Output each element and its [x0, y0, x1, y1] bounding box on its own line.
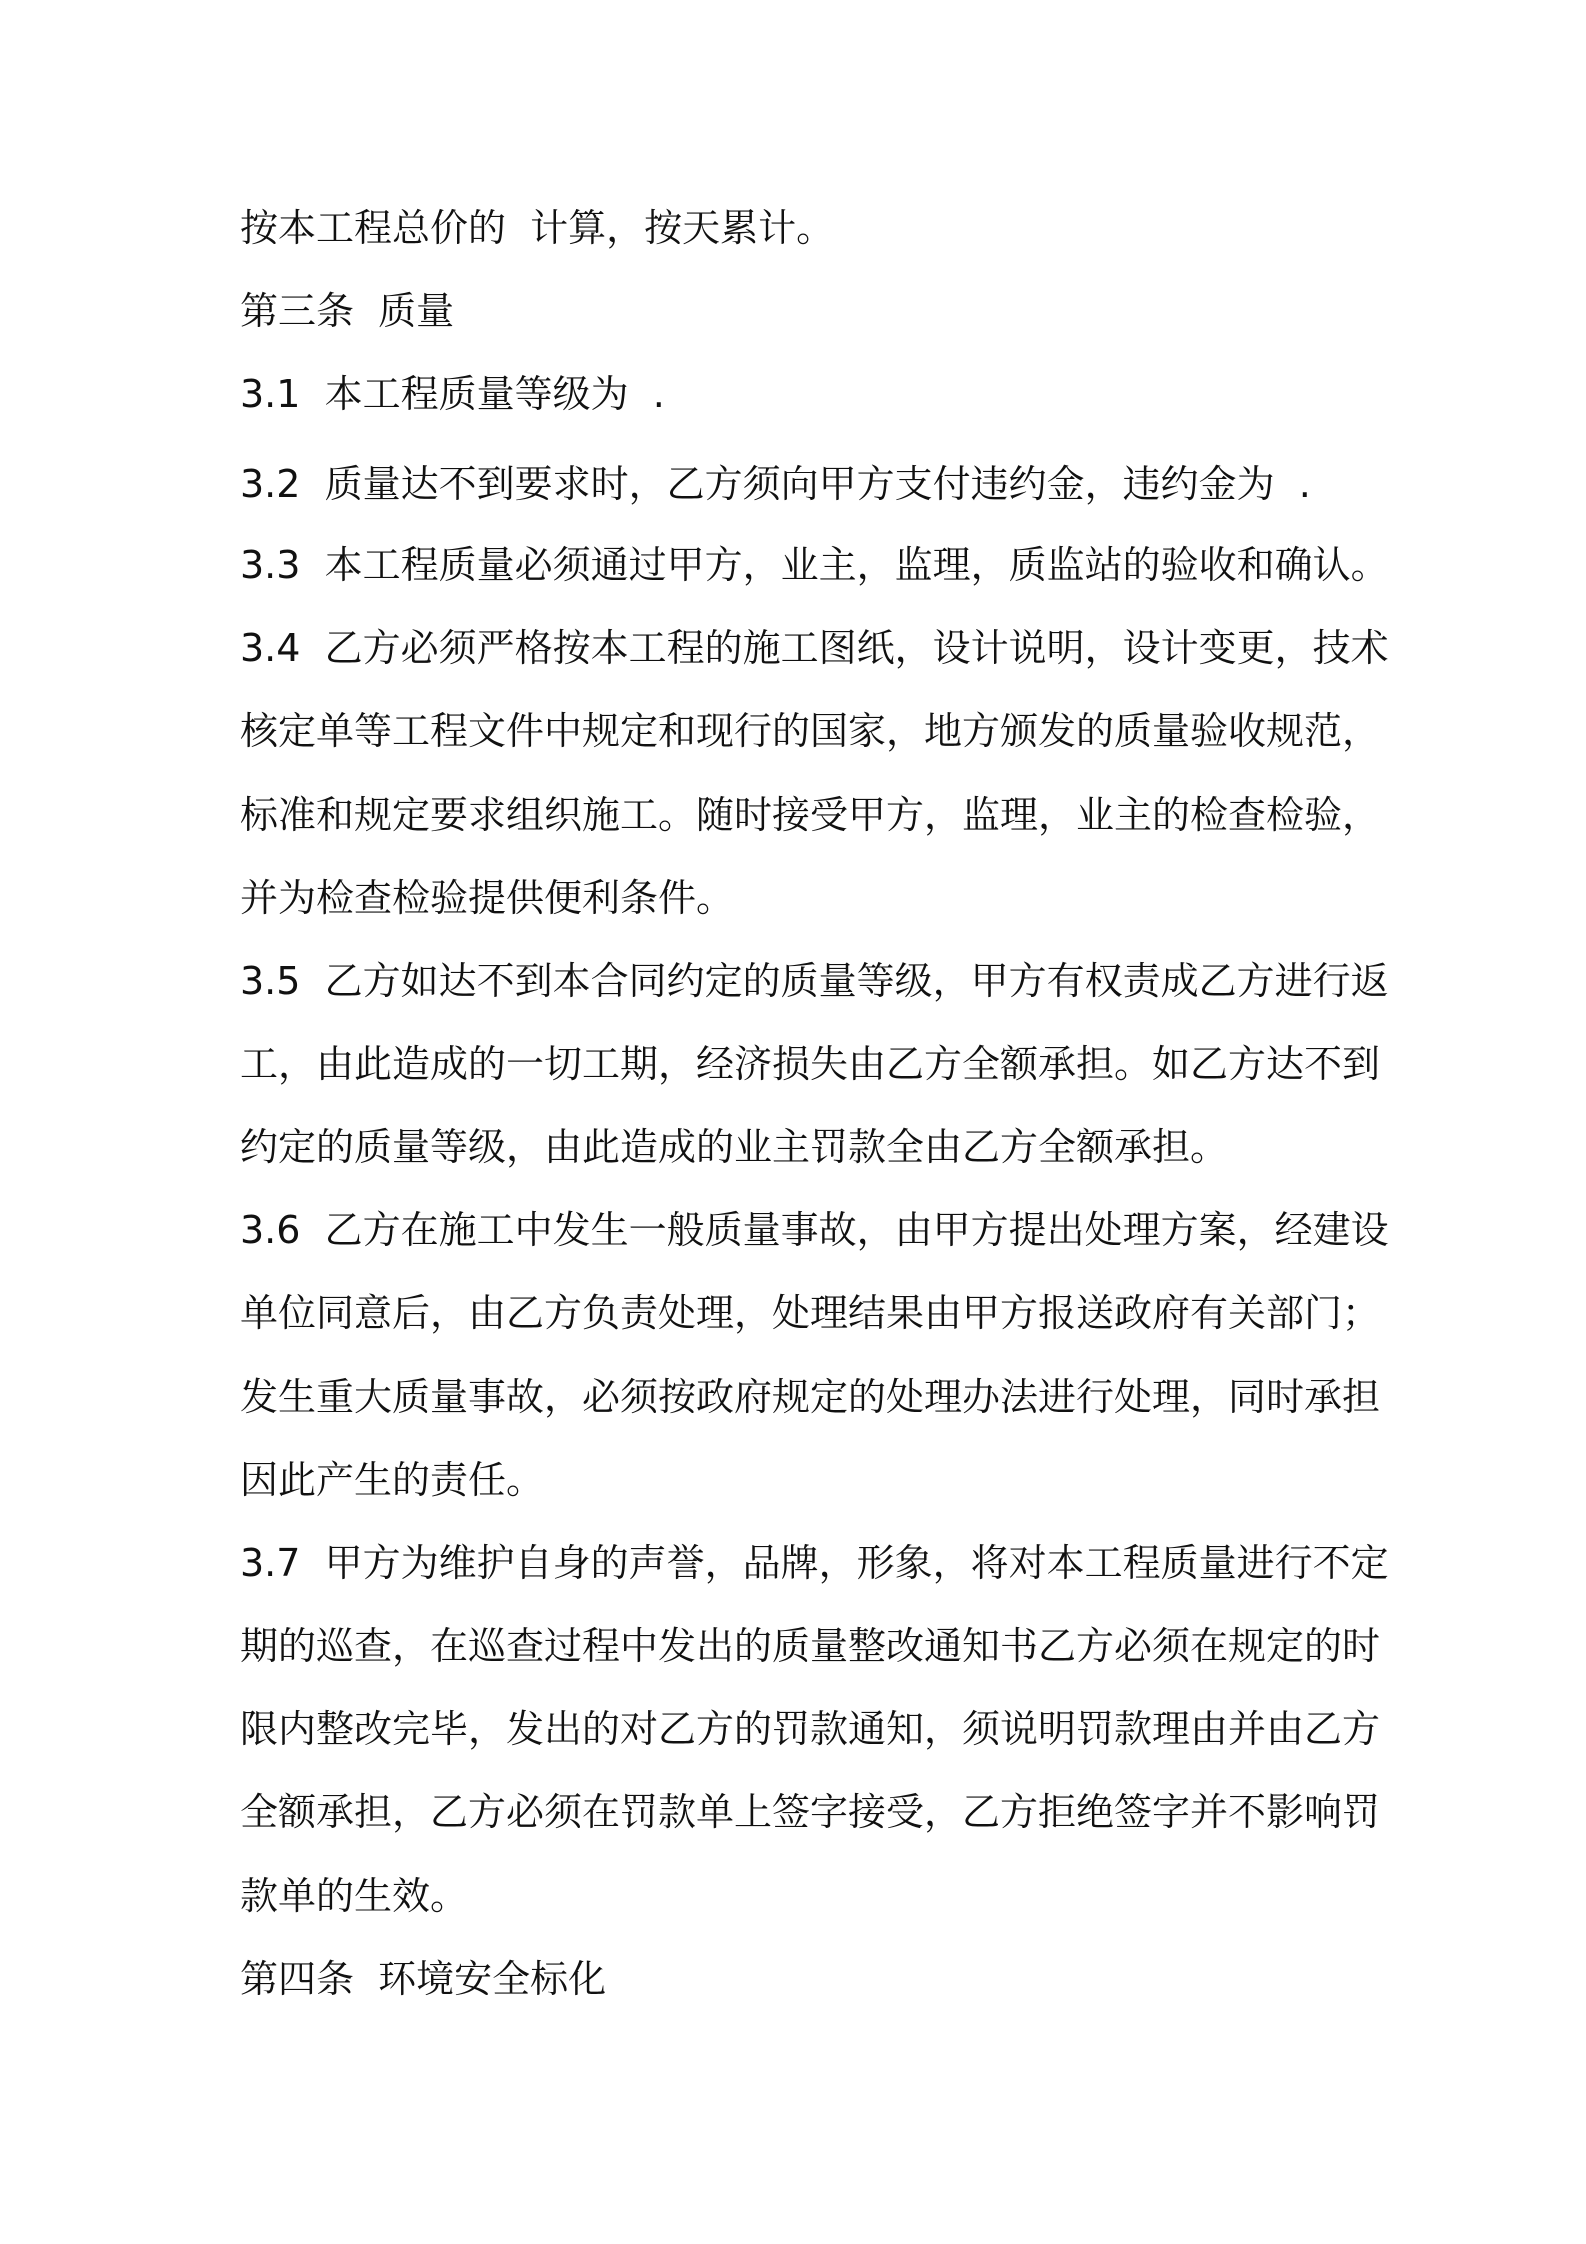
text-line: 期的巡查，在巡查过程中发出的质量整改通知书乙方必须在规定的时 — [240, 1624, 1381, 1668]
section-heading: 第三条 质量 — [240, 289, 455, 333]
clause-3-3: 3.3 本工程质量必须通过甲方，业主，监理，质监站的验收和确认。 — [240, 543, 1389, 587]
text-line: 发生重大质量事故，必须按政府规定的处理办法进行处理，同时承担 — [240, 1375, 1381, 1419]
clause-3-1: 3.1 本工程质量等级为 . — [240, 372, 665, 416]
clause-3-6: 3.6 乙方在施工中发生一般质量事故，由甲方提出处理方案，经建设 — [240, 1208, 1389, 1252]
clause-3-5: 3.5 乙方如达不到本合同约定的质量等级，甲方有权责成乙方进行返 — [240, 959, 1389, 1003]
text-line: 按本工程总价的 计算，按天累计。 — [240, 206, 835, 250]
section-heading: 第四条 环境安全标化 — [240, 1957, 607, 2001]
clause-3-4: 3.4 乙方必须严格按本工程的施工图纸，设计说明，设计变更，技术 — [240, 626, 1389, 670]
clause-3-7: 3.7 甲方为维护自身的声誉，品牌，形象，将对本工程质量进行不定 — [240, 1541, 1389, 1585]
text-line: 并为检查检验提供便利条件。 — [240, 876, 735, 920]
text-line: 全额承担，乙方必须在罚款单上签字接受，乙方拒绝签字并不影响罚 — [240, 1790, 1381, 1834]
text-line: 标准和规定要求组织施工。随时接受甲方，监理，业主的检查检验， — [240, 793, 1381, 837]
text-line: 工，由此造成的一切工期，经济损失由乙方全额承担。如乙方达不到 — [240, 1042, 1381, 1086]
text-line: 限内整改完毕，发出的对乙方的罚款通知，须说明罚款理由并由乙方 — [240, 1707, 1381, 1751]
text-line: 核定单等工程文件中规定和现行的国家，地方颁发的质量验收规范， — [240, 709, 1381, 753]
text-line: 约定的质量等级，由此造成的业主罚款全由乙方全额承担。 — [240, 1125, 1229, 1169]
text-line: 单位同意后，由乙方负责处理，处理结果由甲方报送政府有关部门； — [240, 1291, 1381, 1335]
clause-3-2: 3.2 质量达不到要求时，乙方须向甲方支付违约金，违约金为 . — [240, 462, 1311, 506]
text-line: 因此产生的责任。 — [240, 1458, 545, 1502]
text-line: 款单的生效。 — [240, 1874, 469, 1918]
